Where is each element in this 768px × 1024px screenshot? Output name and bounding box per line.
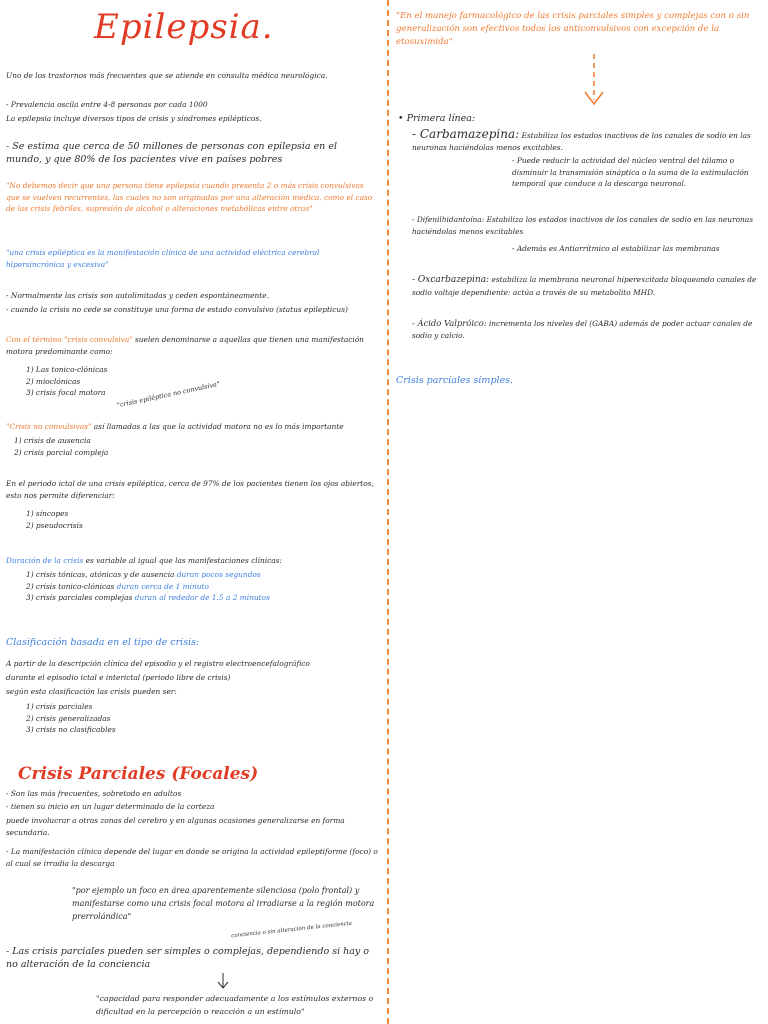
- nonconvulsive-paragraph: [6, 421, 376, 433]
- drug-oxcarbazepina: [412, 274, 762, 298]
- list-item: 3) crisis parciales complejas duran al rededor de 1.5 a 2 minutos: [26, 593, 270, 602]
- partial-quote: "capacidad para responder adecuadamente a los estímulos externos o dificultad en la percepción o reacción a un estímulo": [96, 994, 374, 1016]
- classification-text-2: durante el episodio ictal e interictal (periodo libre de crisis): [6, 673, 231, 682]
- drug-name: - Oxcarbazepina:: [412, 275, 490, 285]
- list-item: 2) crisis parcial compleja: [14, 447, 109, 457]
- period-list: [26, 508, 226, 531]
- intro-text: Uno de los trastornos más frecuentes que se atiende en consulta médica neurológica.: [6, 71, 328, 80]
- duration-lead: Duración de la crisis: [6, 556, 84, 565]
- drug-carbamazepina: [412, 128, 762, 153]
- classification-text-3: según esta clasificación las crisis pueden ser:: [6, 687, 177, 696]
- classification-heading: Clasificación basada en el tipo de crisis:: [6, 637, 200, 648]
- first-line-heading: • Primera línea:: [398, 113, 476, 124]
- nonconvulsive-text: así llamadas a las que la actividad motora no es lo más importante: [93, 422, 344, 431]
- convulsive-text: suelen denominarse a aquellas que tienen una manifestación motora predominante como:: [6, 335, 364, 356]
- list-item: 1) crisis de ausencia: [14, 436, 91, 445]
- partial-bullet-2b: puede involucrar a otras zonas del cerebro y en algunas ocasiones generalizarse en forma secundaria.: [6, 816, 345, 837]
- drug-difenilhidantoina-sub: - Además es Antiarrítmico al estabilizar las membranas: [512, 244, 720, 253]
- classification-text-1: A partir de la descripción clínica del episodio y el registro electroencefalográfico: [6, 659, 310, 668]
- treatment-quote: "En el manejo farmacológico de las crisis parciales simples y complejas con o sin generalización son efectivos todos los anticonvulsivos con excepción de la etosuximida": [396, 11, 750, 47]
- list-item: 1) síncopes: [26, 509, 69, 518]
- duration-list: [26, 569, 376, 604]
- list-item: 2) pseudocrisis: [26, 520, 83, 530]
- list-item: 1) Las tonico-clónicas: [26, 365, 108, 374]
- duration-text: es variable al igual que las manifestaciones clínicas:: [85, 556, 282, 565]
- down-arrow-icon: [216, 972, 230, 990]
- normal-text-1: - Normalmente las crisis son autolimitadas y ceden espontáneamente.: [6, 291, 269, 300]
- simple-partial-heading: Crisis parciales simples.: [396, 375, 514, 386]
- partial-bullet-2: - tienen su inicio en un lugar determinado de la corteza: [6, 802, 215, 811]
- partial-example: "por ejemplo un foco en área aparentemente silenciosa (polo frontal) y manifestarse como una crisis focal motora al irradiarse a la región motora prerrolándica": [72, 886, 375, 921]
- definition-text: "una crisis epiléptica es la manifestación clínica de una actividad eléctrica cerebral hipersincrónica y excesiva": [6, 248, 320, 269]
- drug-carbamazepina-sub: - Puede reducir la actividad del núcleo ventral del tálamo o disminuir la transmisión sináptica o la suma de la estimulación temporal que conduce a la descarga neuronal.: [512, 156, 749, 188]
- normal-text-2: - cuando la crisis no cede se constituye una forma de estado convulsivo (status epilepticus): [6, 305, 348, 314]
- estimate-text: - Se estima que cerca de 50 millones de personas con epilepsia en el mundo, y que 80% de los pacientes vive en países pobres: [6, 141, 337, 165]
- includes-text: La epilepsia incluye diversos tipos de crisis y síndromes epilépticos.: [6, 114, 262, 123]
- margin-note: "crisis epiléptica no convulsiva": [116, 379, 221, 410]
- drug-acido-valproico: [412, 318, 762, 341]
- drug-text: estabiliza la membrana neuronal hiperexcitada bloqueando canales de sodio voltaje dependiente: actúa a través de su metabolito MHD.: [412, 275, 757, 297]
- list-item: 1) crisis tónicas, atónicas y de ausencia duran pocos segundos: [26, 570, 261, 579]
- classification-list: [26, 701, 226, 736]
- orange-note: "No debemos decir que una persona tiene epilepsia cuando presenta 2 o más crisis convulsivas que se vuelven recurrentes, las cuales no son originadas por una alteración médica, como el caso de las crisis febriles, supresión de alcohol o alteraciones metabólicas entre otras": [6, 181, 373, 213]
- list-item: 3) crisis focal motora: [26, 388, 106, 397]
- list-item: 2) mioclónicas: [26, 376, 81, 386]
- partial-bullet-3: - La manifestación clínica depende del lugar en donde se origina la actividad epileptiforme (foco) o al cual se irradia la descarga: [6, 847, 378, 868]
- drug-text: Estabiliza los estados inactivos de los canales de sodio en las neuronas haciéndolas menos excitables.: [412, 131, 751, 152]
- section-title-partial: Crisis Parciales (Focales): [18, 764, 259, 784]
- drug-difenilhidantoina: [412, 214, 762, 237]
- page-title: Epilepsia.: [94, 7, 274, 47]
- list-item: 2) crisis tonico-clónicas duran cerca de 1 minuto: [26, 581, 209, 591]
- nonconvulsive-lead: "Crisis no convulsivas": [6, 422, 92, 431]
- drug-name: - Carbamazepina:: [412, 127, 520, 141]
- list-item: 2) crisis generalizadas: [26, 713, 111, 723]
- convulsive-lead: Con el término "crisis convulsiva": [6, 335, 133, 344]
- period-text: En el periodo ictal de una crisis epiléptica, cerca de 97% de los pacientes tienen los ojos abiertos, esto nos permite diferenciar:: [6, 479, 374, 500]
- list-item: 3) crisis no clasificables: [26, 725, 116, 734]
- prevalence-text: - Prevalencia oscila entre 4-8 personas por cada 1000: [6, 100, 208, 109]
- drug-text: incrementa los niveles del (GABA) además de poder actuar canales de sodio y calcio.: [412, 319, 753, 340]
- convulsive-paragraph: [6, 334, 376, 357]
- drug-text: Estabiliza los estados inactivos de los canales de sodio en las neuronas haciéndolas menos excitables: [412, 215, 754, 236]
- duration-paragraph: [6, 555, 378, 567]
- list-item: 1) crisis parciales: [26, 702, 93, 711]
- partial-bullet-4: - Las crisis parciales pueden ser simples o complejas, dependiendo si hay o no alteración de la conciencia: [6, 946, 370, 970]
- nonconvulsive-list: [14, 435, 214, 458]
- partial-annotation: conciencia o sin alteración de la conciencia: [231, 920, 353, 940]
- drug-name: - Ácido Valpróico:: [412, 318, 487, 328]
- down-arrow-icon: [582, 52, 606, 108]
- partial-bullet-1: - Son las más frecuentes, sobretodo en adultos: [6, 789, 182, 798]
- drug-name: - Difenilhidantoína:: [412, 215, 485, 224]
- column-divider: [387, 0, 389, 1024]
